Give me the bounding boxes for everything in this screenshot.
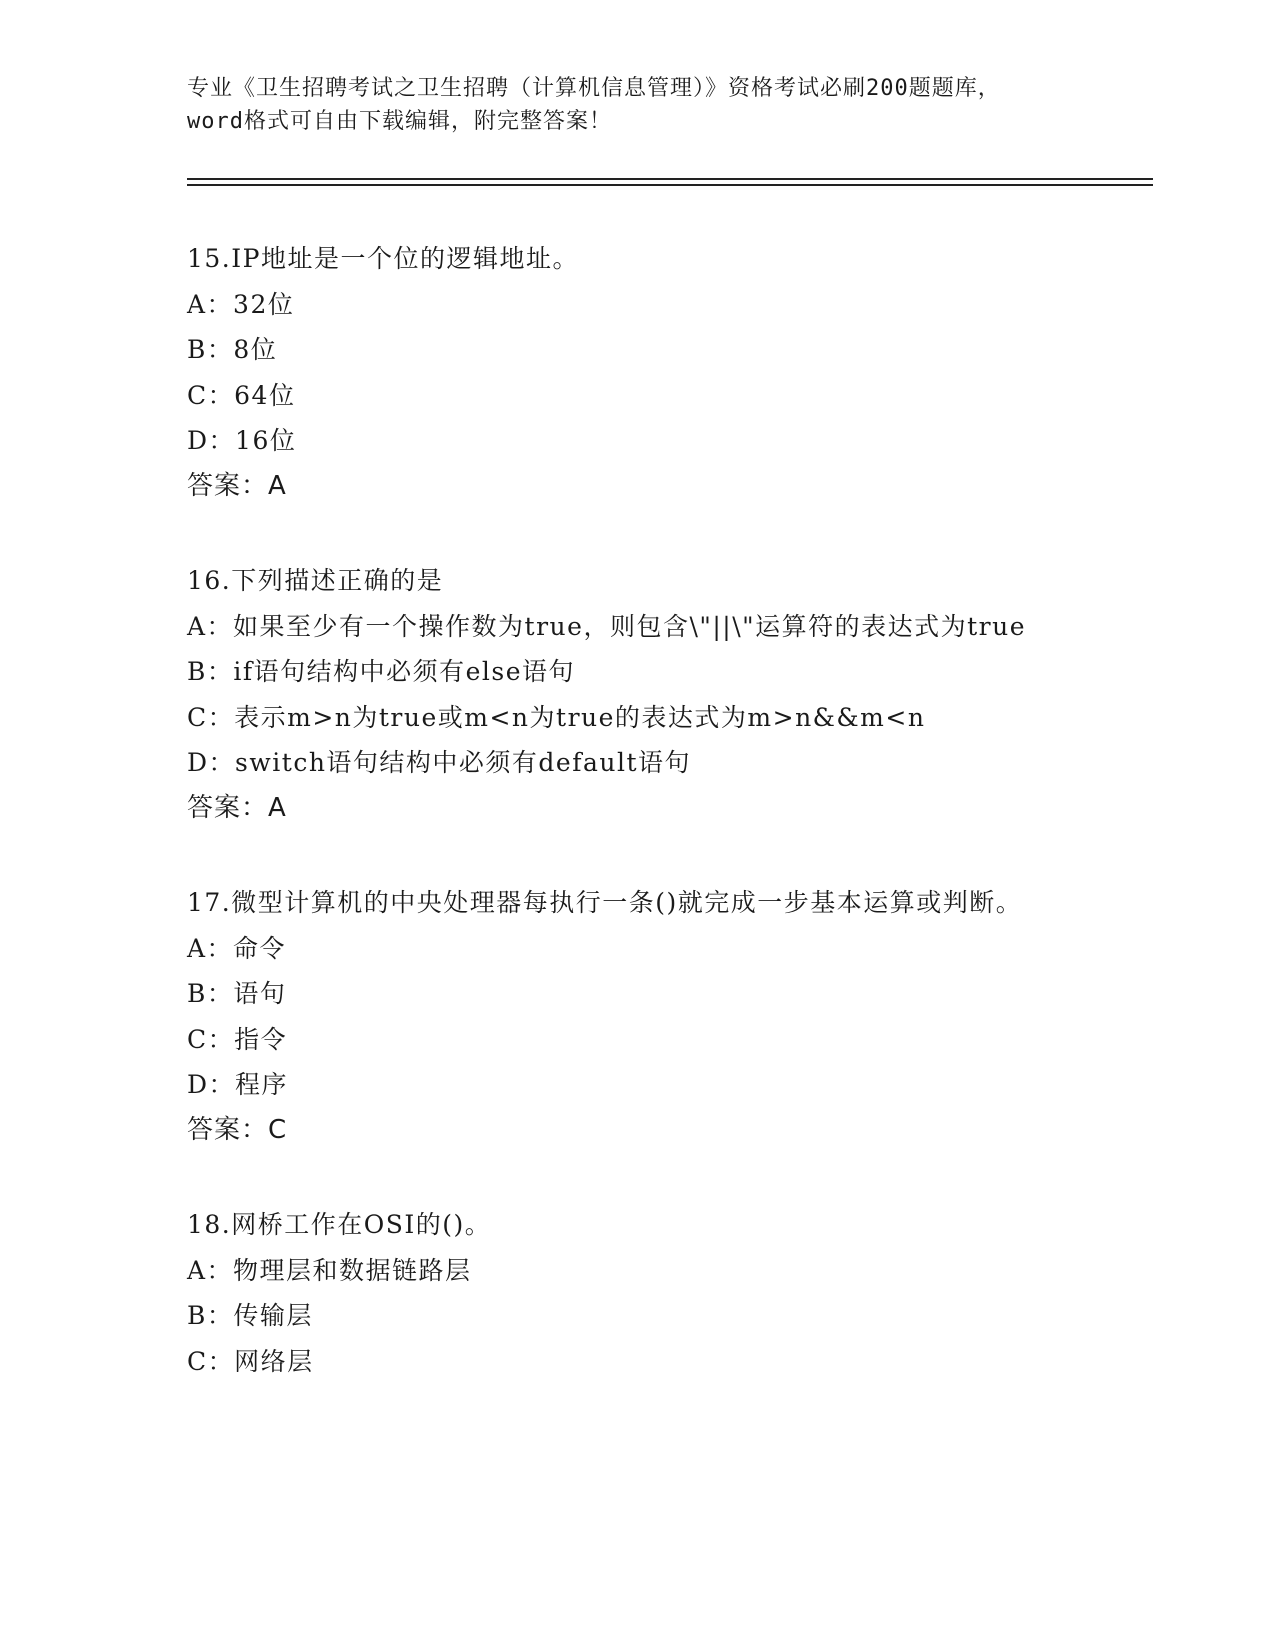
question-stem: 15.IP地址是一个位的逻辑地址。 (187, 244, 579, 273)
option-a: A：如果至少有一个操作数为true，则包含\"||\"运算符的表达式为true (187, 611, 1027, 641)
question-17 (187, 880, 1087, 1153)
answer-label: 答案：A (187, 792, 287, 823)
question-list (187, 236, 1087, 1433)
question-stem: 16.下列描述正确的是 (187, 566, 444, 595)
question-stem: 17.微型计算机的中央处理器每执行一条()就完成一步基本运算或判断。 (187, 888, 1023, 917)
question-16 (187, 558, 1087, 831)
option-b: B：if语句结构中必须有else语句 (187, 657, 576, 686)
option-a: A：32位 (187, 289, 295, 319)
answer-label: 答案：C (187, 1114, 288, 1145)
header-divider-top (187, 178, 1153, 180)
question-18 (187, 1202, 1087, 1384)
header-line-2: word格式可自由下载编辑，附完整答案！ (187, 109, 612, 134)
header-divider-bottom (187, 184, 1153, 186)
question-15 (187, 236, 1087, 509)
option-d: D：16位 (187, 426, 297, 455)
option-b: B：8位 (187, 335, 278, 364)
option-c: C：表示m>n为true或m<n为true的表达式为m>n&&m<n (187, 702, 926, 732)
question-stem: 18.网桥工作在OSI的()。 (187, 1210, 492, 1239)
option-a: A：命令 (187, 933, 287, 963)
option-b: B：语句 (187, 979, 287, 1008)
option-d: D：switch语句结构中必须有default语句 (187, 748, 692, 777)
option-d: D：程序 (187, 1070, 289, 1099)
option-c: C：网络层 (187, 1346, 314, 1376)
answer-label: 答案：A (187, 470, 287, 501)
option-b: B：传输层 (187, 1301, 313, 1330)
option-c: C：64位 (187, 380, 296, 410)
option-c: C：指令 (187, 1024, 288, 1054)
document-header (187, 72, 1087, 138)
header-line-1: 专业《卫生招聘考试之卫生招聘（计算机信息管理）》资格考试必刷200题题库， (187, 76, 1001, 101)
option-a: A：物理层和数据链路层 (187, 1255, 472, 1285)
